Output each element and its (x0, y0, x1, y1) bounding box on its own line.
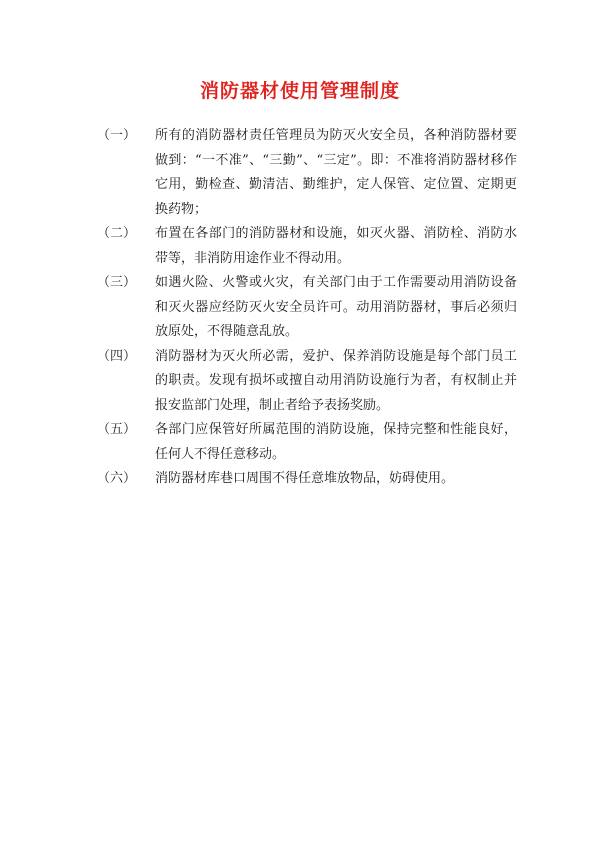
item-number: （二） (97, 226, 137, 241)
regulation-item-4 (97, 345, 517, 419)
document-title: 消防器材使用管理制度 (199, 80, 400, 102)
item-number: （一） (97, 128, 137, 143)
item-text: 消防器材库巷口周围不得任意堆放物品，妨碍使用。 (155, 471, 455, 486)
item-number: （五） (97, 422, 137, 437)
regulation-item-2 (97, 222, 517, 271)
regulation-item-6 (97, 467, 517, 492)
item-text: 各部门应保管好所属范围的消防设施，保持完整和性能良好，任何人不得任意移动。 (155, 422, 517, 462)
item-text: 布置在各部门的消防器材和设施，如灭火器、消防栓、消防水带等，非消防用途作业不得动用。 (155, 226, 517, 266)
regulation-item-1 (97, 124, 517, 222)
item-text: 消防器材为灭火所必需，爱护、保养消防设施是每个部门员工的职责。发现有损坏或擅自动用消防设施行为者，有权制止并报安监部门处理，制止者给予表扬奖励。 (155, 348, 517, 413)
regulation-item-3 (97, 271, 517, 345)
regulation-item-5 (97, 418, 517, 467)
item-number: （三） (97, 275, 137, 290)
item-text: 如遇火险、火警或火灾，有关部门由于工作需要动用消防设备和灭火器应经防灭火安全员许可。动用消防器材，事后必须归放原处，不得随意乱放。 (155, 275, 517, 339)
regulation-list (97, 124, 517, 492)
item-text: 所有的消防器材责任管理员为防灭火安全员，各种消防器材要做到：“一不准”、“三勤”、“三定”。即：不准将消防器材移作它用，勤检查、勤清洁、勤维护，定人保管、定位置、定期更换药物； (155, 128, 517, 217)
item-number: （六） (97, 471, 137, 486)
item-number: （四） (97, 348, 137, 364)
